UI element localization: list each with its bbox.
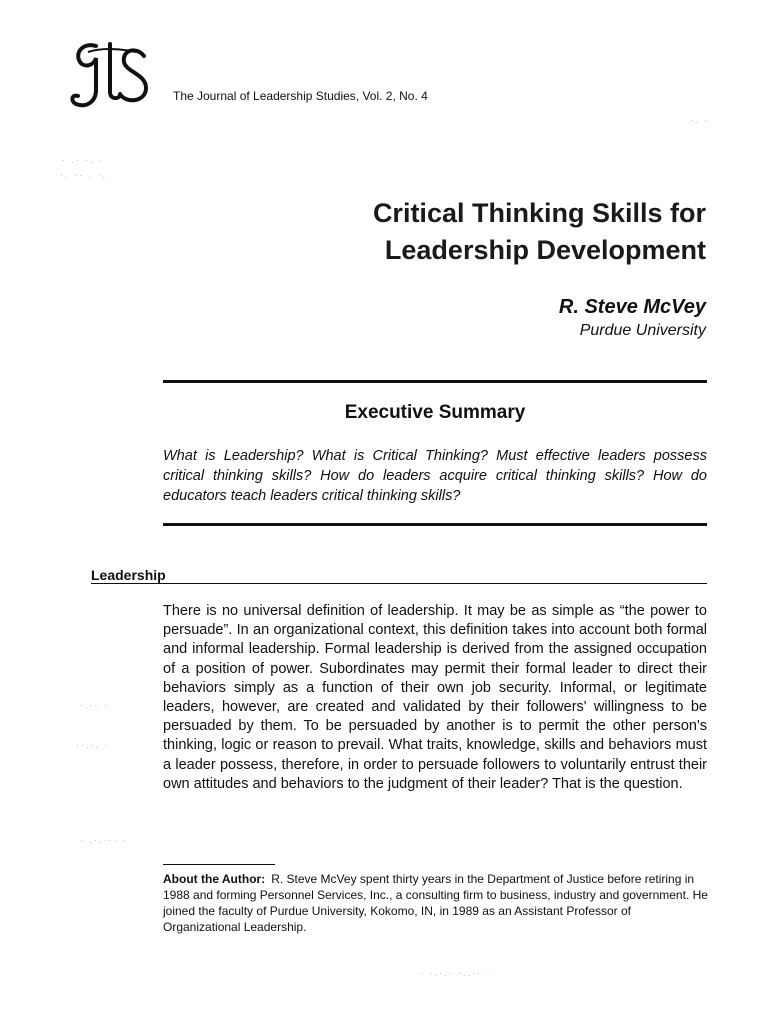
scan-noise: · .· ·. · bbox=[62, 155, 105, 165]
leadership-paragraph: There is no universal definition of leadership. It may be as simple as “the power to persuade”. In an organizational context, this definition takes into account both formal and informal leadership. Formal leadership is derived from the assigned occupation of a position of power. Subordinates may permit their formal leader to direct their behaviors simply as a function of their own job security. Informal, or legitimate leaders, however, are created and validated by their followers' willingness to be persuaded by them. To be persuaded by another is to permit the other person's thinking, logic or reason to prevail. What traits, knowledge, skills and behaviors must a leader possess, therefore, in order to persuade followers to voluntarily entrust their own attitudes and behaviors to the judgment of their leader? That is the question. bbox=[163, 603, 707, 792]
author-affiliation: Purdue University bbox=[579, 322, 706, 339]
scan-noise: ·. · bbox=[690, 115, 709, 125]
scan-noise: ··.·. · bbox=[76, 740, 110, 750]
divider-bottom bbox=[163, 523, 707, 526]
footnote-about-author bbox=[163, 871, 711, 935]
footnote-label: About the Author: bbox=[163, 872, 266, 886]
scan-noise: ·. ·· . ·. bbox=[60, 170, 107, 180]
scan-noise: ·.·· · bbox=[80, 700, 109, 710]
author-name: R. Steve McVey bbox=[558, 296, 706, 318]
journal-logo bbox=[66, 38, 156, 112]
footnote-rule bbox=[163, 864, 275, 865]
section-heading-leadership: Leadership bbox=[91, 567, 166, 583]
journal-citation: The Journal of Leadership Studies, Vol. 2, No. 4 bbox=[173, 89, 428, 103]
footnote-text: R. Steve McVey spent thirty years in the Department of Justice before retiring in 1988 and forming Personnel Services, Inc., a consulting firm to business, industry and government. He joined the faculty of Purdue University, Kokomo, IN, in 1989 as an Assistant Professor of Organizational Leadership. bbox=[163, 872, 708, 934]
title-line-1: Critical Thinking Skills for bbox=[372, 198, 706, 228]
article-title bbox=[206, 195, 706, 269]
executive-summary-text: What is Leadership? What is Critical Thinking? Must effective leaders possess critical thinking skills? How do leaders acquire critical thinking skills? How do educators teach leaders critical thinking skills? bbox=[163, 448, 707, 504]
executive-summary-heading: Executive Summary bbox=[344, 402, 526, 423]
section-rule bbox=[91, 583, 707, 584]
scan-noise: · .·.··· · bbox=[80, 835, 128, 845]
divider-top bbox=[163, 380, 707, 383]
scan-noise: · ·.·.· ·..·· · bbox=[420, 968, 492, 978]
title-line-2: Leadership Development bbox=[384, 235, 706, 265]
